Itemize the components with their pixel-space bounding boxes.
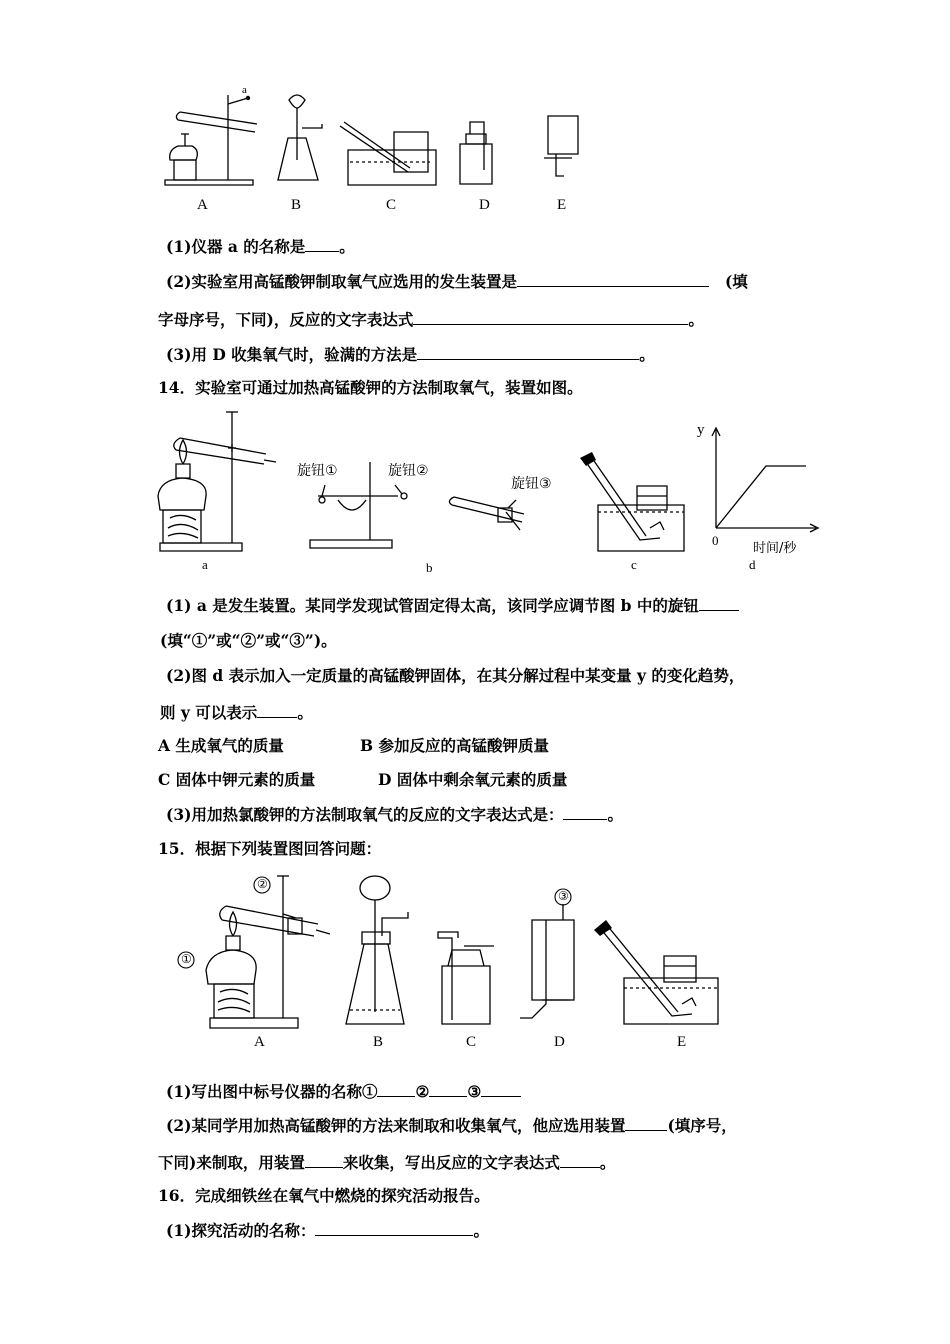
answer-blank[interactable] bbox=[315, 1220, 473, 1236]
mark-2: ② bbox=[257, 877, 268, 891]
q14-part2-cont: 则 y 可以表示 。 bbox=[160, 703, 313, 722]
graph-y-label: y bbox=[697, 422, 705, 438]
fig13-label-C: C bbox=[386, 197, 397, 213]
option-C: C 固体中钾元素的质量 bbox=[158, 770, 316, 789]
fig13-label-B: B bbox=[291, 197, 302, 213]
q15-part2: (2)某同学用加热高锰酸钾的方法来制取和收集氧气，他应选用装置 (填序号， bbox=[166, 1116, 737, 1135]
label-a: a bbox=[242, 84, 247, 96]
fig14-label-a: a bbox=[202, 557, 208, 572]
option-B: B 参加反应的高锰酸钾质量 bbox=[360, 736, 549, 755]
q13-part2-cont: 字母序号，下同)，反应的文字表达式 。 bbox=[158, 310, 704, 329]
q14-part1-cont: (填“①”或“②”或“③”)。 bbox=[160, 631, 337, 650]
q16-title: 16．完成细铁丝在氧气中燃烧的探究活动报告。 bbox=[158, 1186, 490, 1205]
q16-part1: (1)探究活动的名称： 。 bbox=[166, 1221, 489, 1240]
answer-blank[interactable] bbox=[377, 1081, 415, 1097]
q14-part1: (1) a 是发生装置。某同学发现试管固定得太高，该同学应调节图 b 中的旋钮 bbox=[166, 595, 739, 616]
mark-1: ① bbox=[181, 952, 192, 966]
answer-blank[interactable] bbox=[429, 1081, 467, 1097]
q13-part1: (1)仪器 a 的名称是 。 bbox=[166, 237, 355, 256]
knob-1-label: 旋钮① bbox=[297, 463, 338, 479]
fig15-label-B: B bbox=[373, 1034, 384, 1050]
q13-part3: (3)用 D 收集氧气时，验满的方法是 。 bbox=[166, 345, 655, 364]
answer-blank[interactable] bbox=[560, 1152, 600, 1168]
q15-part1: (1)写出图中标号仪器的名称① ② ③ bbox=[166, 1081, 521, 1102]
fig15-label-C: C bbox=[466, 1034, 477, 1050]
fig13-label-A: A bbox=[197, 197, 208, 213]
q15-title: 15．根据下列装置图回答问题： bbox=[158, 839, 382, 858]
q14-part2: (2)图 d 表示加入一定质量的高锰酸钾固体，在其分解过程中某变量 y 的变化趋势， bbox=[166, 666, 745, 685]
q14-title: 14．实验室可通过加热高锰酸钾的方法制取氧气，装置如图。 bbox=[158, 378, 583, 397]
fig15-label-E: E bbox=[677, 1034, 687, 1050]
fig14-label-b: b bbox=[426, 560, 433, 575]
option-A: A 生成氧气的质量 bbox=[158, 736, 284, 755]
fig13-label-D: D bbox=[479, 197, 490, 213]
fig14-label-c: c bbox=[631, 557, 637, 572]
knob-2-label: 旋钮② bbox=[388, 463, 429, 479]
q14-part3: (3)用加热氯酸钾的方法制取氧气的反应的文字表达式是： 。 bbox=[166, 805, 623, 824]
q15-part2-cont: 下同)来制取，用装置 来收集，写出反应的文字表达式 。 bbox=[158, 1153, 616, 1172]
answer-blank[interactable] bbox=[625, 1115, 667, 1131]
answer-blank[interactable] bbox=[305, 1152, 343, 1168]
graph-origin-label: 0 bbox=[712, 533, 719, 548]
option-D: D 固体中剩余氧元素的质量 bbox=[378, 770, 568, 789]
answer-blank[interactable] bbox=[481, 1081, 521, 1097]
knob-3-label: 旋钮③ bbox=[511, 476, 552, 492]
fig15-label-D: D bbox=[554, 1034, 565, 1050]
q13-part2: (2)实验室用高锰酸钾制取氧气应选用的发生装置是 (填 bbox=[166, 272, 748, 291]
fig13-label-E: E bbox=[557, 197, 567, 213]
mark-3: ③ bbox=[558, 889, 569, 903]
fig15-label-A: A bbox=[254, 1034, 265, 1050]
graph-x-label: 时间/秒 bbox=[753, 541, 797, 556]
fig14-label-d: d bbox=[749, 557, 756, 572]
